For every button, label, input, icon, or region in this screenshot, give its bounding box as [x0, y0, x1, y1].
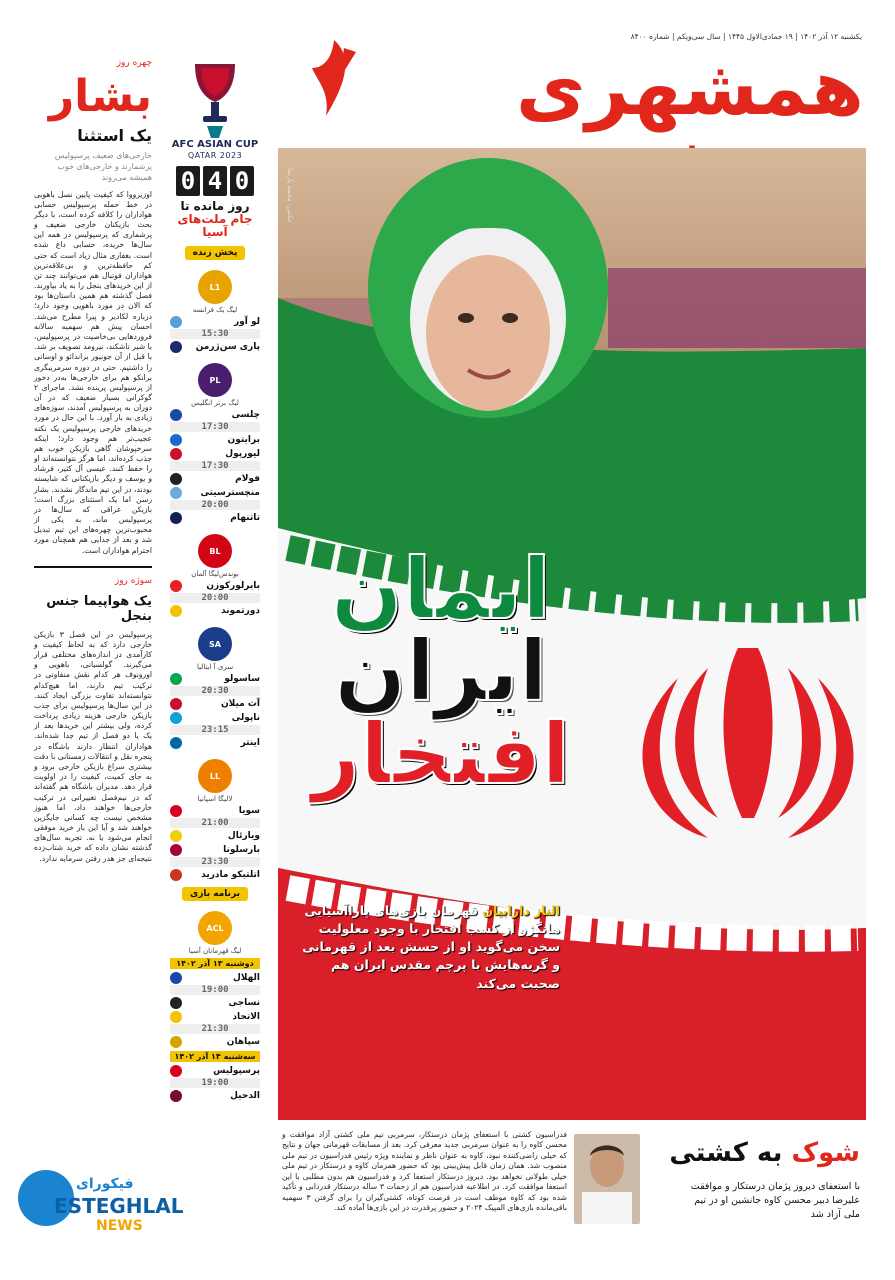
bottom-story-subtitle: با استعفای دیروز پژمان درستکار و موافقت علیرضا دبیر محسن کاوه جانشین او در تیم ملی آزاد شد: [690, 1181, 860, 1220]
away-team: ویارئال: [227, 831, 260, 842]
match-row: [170, 972, 260, 984]
watermark-line-3: NEWS: [96, 1218, 143, 1234]
home-team: لو آور: [233, 317, 260, 328]
club-crest-icon: [170, 805, 182, 817]
watermark-line-1: فیکورای: [76, 1176, 134, 1192]
home-team: پرسپولیس: [213, 1066, 260, 1077]
match-time: 15:30: [170, 329, 260, 339]
match-time: 20:00: [170, 500, 260, 510]
away-team: الدحیل: [230, 1091, 260, 1102]
away-team: آث میلان: [220, 699, 260, 710]
league-logo-icon: LL: [198, 759, 232, 793]
live-broadcast-tag: پخش زنده: [185, 246, 246, 260]
match-row: [170, 316, 260, 328]
countdown: [170, 166, 260, 196]
match-row: [170, 830, 260, 842]
match-row: [170, 1065, 260, 1077]
club-crest-icon: [170, 844, 182, 856]
club-crest-icon: [170, 580, 182, 592]
club-crest-icon: [170, 605, 182, 617]
match-time: 21:30: [170, 1024, 260, 1034]
column-subheadline: یک استثنا: [77, 126, 152, 146]
match-row: [170, 341, 260, 353]
home-team: سویا: [238, 806, 260, 817]
away-team: فولام: [235, 474, 260, 485]
match-time: 19:00: [170, 1078, 260, 1088]
program-list: [170, 1065, 260, 1102]
bottom-story-title: [669, 1138, 860, 1168]
club-crest-icon: [170, 972, 182, 984]
column-body-2: پرسپولیس در این فصل ۳ بازیکن خارجی دارد که به لحاظ کیفیت و کارآمدی در اندازه‌های مختلفی قرار می‌گیرند. گولسیانی، باهویی و اورونوف هر کدام نقش متفاوتی در ترکیب تیم دارند، اما هیچ‌کدام نتوانسته‌اند تفاوت بزرگی ایجاد کنند. در این سال‌ها پرسپولیس برای جذب بازیکن خارجی هزینه زیادی پرداخت کرده، ولی بیشتر این خریدها بعد از یک یا دو فصل از تیم جدا شده‌اند. هواداران انتظار دارند باشگاه در پنجره نقل و انتقالات زمستانی با دقت بیشتری سراغ بازیکن خارجی برود و به جای کمیت، کیفیت را در اولویت قرار دهد. مدیران باشگاه هم گفته‌اند که در نیم‌فصل تغییراتی در ترکیب خارجی‌ها خواهند داد، اما هنوز مشخص نیست چه کسانی جایگزین خواهند شد و آیا این بار خرید موفقی انجام می‌شود یا نه. تجربه سال‌های گذشته نشان داده که خرید شتاب‌زده نتیجه‌ای جز هدر رفتن سرمایه ندارد.: [34, 629, 152, 863]
match-time: 23:15: [170, 725, 260, 735]
league-name: لالیگا اسپانیا: [197, 795, 233, 804]
club-crest-icon: [170, 473, 182, 485]
newspaper-logo: همشهری: [515, 43, 864, 132]
match-row: [170, 434, 260, 446]
schedule-list: [170, 270, 260, 881]
date-bar: دوشنبه ۱۳ آذر ۱۴۰۲: [170, 958, 260, 969]
league-logo-icon: SA: [198, 627, 232, 661]
club-crest-icon: [170, 1011, 182, 1023]
home-team: الهلال: [232, 973, 260, 984]
club-crest-icon: [170, 712, 182, 724]
club-crest-icon: [170, 512, 182, 524]
headline-line-2: ایران: [334, 622, 548, 721]
match-time: 19:00: [170, 985, 260, 995]
league-logo-icon: PL: [198, 363, 232, 397]
schedule-column: [170, 58, 260, 1188]
match-row: [170, 448, 260, 460]
away-team: سپاهان: [226, 1037, 260, 1048]
countdown-digit: 4: [203, 166, 227, 196]
club-crest-icon: [170, 487, 182, 499]
coach-photo: [574, 1134, 640, 1224]
days-left-target: جام ملت‌های آسیا: [177, 211, 253, 240]
asian-cup-trophy-icon: [185, 58, 245, 140]
match-time: 23:30: [170, 857, 260, 867]
match-row: [170, 844, 260, 856]
match-row: [170, 487, 260, 499]
league-logo-icon: L1: [198, 270, 232, 304]
match-time: 20:30: [170, 686, 260, 696]
match-time: 21:00: [170, 818, 260, 828]
club-crest-icon: [170, 341, 182, 353]
league-name: بوندس‌لیگا آلمان: [191, 570, 239, 579]
league-name: لیگ قهرمانان آسیا: [188, 947, 242, 956]
date-bar: سه‌شنبه ۱۴ آذر ۱۴۰۲: [170, 1051, 260, 1062]
program-list: [170, 972, 260, 1048]
match-time: 17:30: [170, 422, 260, 432]
away-team: پاری سن‌ژرمن: [195, 342, 260, 353]
league-name: لیگ یک فرانسه: [192, 306, 238, 315]
match-row: [170, 1036, 260, 1048]
match-time: 17:30: [170, 461, 260, 471]
days-left-label: روز مانده تا: [180, 198, 250, 213]
home-team: بارسلونا: [223, 845, 260, 856]
match-row: [170, 869, 260, 881]
headline-line-1: ایمان: [331, 540, 551, 638]
match-row: [170, 997, 260, 1009]
away-team: تاتنهام: [230, 513, 260, 524]
home-team: لیورپول: [225, 449, 260, 460]
home-team: چلسی: [231, 410, 260, 421]
match-row: [170, 473, 260, 485]
league-name: لیگ برتر انگلیس: [191, 399, 239, 408]
column-headline: بشار: [48, 71, 152, 122]
club-crest-icon: [170, 737, 182, 749]
match-row: [170, 712, 260, 724]
club-crest-icon: [170, 1090, 182, 1102]
bottom-story-body: فدراسیون کشتی با استعفای پژمان درستکار، سرمربی تیم ملی کشتی آزاد موافقت و محسن کاوه را به عنوان سرمربی جدید معرفی کرد. بعد از مسابقات قهرمانی جهان و نتایج که خیلی راضی‌کننده نبود، کاوه به عنوان ناظر و نماینده ویژه رئیس فدراسیون در تیم ملی منصوب شد. همان زمان قابل پیش‌بینی بود که حضور همزمان کاوه و درستکار در تیم ملی خیلی طولانی نخواهد بود. دیروز درستکار استعفا کرد و فدراسیون هم بدون مطلبی با این استعفا موافقت کرد. در اطلاعیه فدراسیون هم از زحمات ۳ ساله درستکار قدردانی و تأکید شده بود که کاوه موظف است در فرصت کوتاه، کشتی‌گیران را برای گرفتن ۳ سهمیه باقی‌مانده بازی‌های المپیک ۲۰۲۴ و حضور پرقدرت در این بازی‌ها آماده کند.: [282, 1130, 567, 1213]
match-time: 20:00: [170, 593, 260, 603]
title-red-word: شوک: [791, 1138, 860, 1168]
match-row: [170, 673, 260, 685]
club-crest-icon: [170, 448, 182, 460]
countdown-digit: 0: [230, 166, 254, 196]
match-row: [170, 512, 260, 524]
title-rest: به کشتی: [669, 1138, 783, 1168]
match-row: [170, 805, 260, 817]
cup-title: AFC ASIAN CUP: [171, 139, 259, 150]
match-row: [170, 1011, 260, 1023]
club-crest-icon: [170, 316, 182, 328]
home-team: ناپولی: [231, 713, 260, 724]
programs-tag: برنامه بازی: [182, 887, 248, 901]
away-team: اینتر: [240, 738, 260, 749]
cover-headline: [296, 540, 586, 803]
watermark-line-2: ESTEGHLAL: [54, 1194, 184, 1218]
column-divider: [34, 566, 152, 568]
home-team: ساسولو: [224, 674, 260, 685]
club-crest-icon: [170, 673, 182, 685]
cover-deck: [300, 902, 560, 993]
match-row: [170, 698, 260, 710]
home-team: بایرلورکوزن: [206, 581, 260, 592]
column-subheadline-2: یک هواپیما جنس بنجل: [46, 593, 152, 624]
home-team: منچسترسیتی: [200, 488, 260, 499]
away-team: اتلتیکو مادرید: [201, 870, 260, 881]
photo-credit: عکس: محمد پارسا: [286, 168, 294, 224]
deck-text: قهرمان بازی‌های پاراآسیایی هانگژو از کسب افتخار با وجود معلولیت سخن می‌گوید او از حسش بعد از قهرمانی و گریه‌هایش با پرچم مقدس ایران هم صحبت می‌کند: [302, 903, 560, 991]
club-crest-icon: [170, 997, 182, 1009]
headline-line-3: افتخار: [311, 704, 571, 803]
match-row: [170, 1090, 260, 1102]
club-crest-icon: [170, 1036, 182, 1048]
right-column: [34, 58, 152, 1268]
league-logo-icon: BL: [198, 534, 232, 568]
away-team: دورتموند: [220, 606, 260, 617]
away-team: برایتون: [227, 435, 260, 446]
match-row: [170, 409, 260, 421]
away-team: نساجی: [228, 998, 260, 1009]
club-crest-icon: [170, 1065, 182, 1077]
match-row: [170, 605, 260, 617]
club-crest-icon: [170, 830, 182, 842]
deck-highlight: الناز دارابیان: [482, 903, 560, 918]
afc-champions-league-icon: ACL: [198, 911, 232, 945]
club-crest-icon: [170, 698, 182, 710]
kicker-tag: چهره روز: [116, 58, 152, 68]
home-team: الاتحاد: [232, 1012, 260, 1023]
match-row: [170, 737, 260, 749]
club-crest-icon: [170, 409, 182, 421]
issue-line: یکشنبه ۱۲ آذر ۱۴۰۲ | ۱۹ جمادی‌الاول ۱۴۴۵ | سال سی‌ویکم | شماره ۸۴۰۰: [630, 32, 862, 41]
column-body: اوزیرووا که کیفیت پایین نسل باهویی در خط حمله پرسپولیس حسابی هواداران را کلافه کرده است، با دیگر بحث بازیکنان خارجی ضعیف و پرشماری که پرسپولیس در همه این سال‌ها خریده، حسابی داغ شده است. بغفاری مثال زیاد است که حتی کم حافظه‌ترین و بی‌علاقه‌ترین هواداران فوتبال هم می‌توانند چند تن از این خریدهای بنجل را به یاد بیاورند. فصل گذشته هم همین داستان‌ها بود که الان در مورد باهویی وجود دارد؛ درباره لکادیر و پیرا مطرح می‌شد. احسان پیش هم سهمیه سالانه فروردها‌یی بی‌خاصیت در پرسپولیس، با شیر تاشکند، نیرومد تصویف بر شد. با قبل از آن جونیور براندائو و اوسانی را داشتیم. حتی در دوره سرمربیگری برانکو هم برای خارجی‌ها به‌در دخور از پرسپولیس پرینده نشد. ماجرای ۲ گوکرانی بسیار ضعیف که در آن دوران به پرسپولیس آمدند، سوزه‌های زیادی به بار آورد. با این حال در مورد خریدهای خارجی پرسپولیس یک نکته عجیب‌تر هم وجود دارد؛ اینکه سرخپوشان گاهی بازیکن خوب هم جذب کرده‌اند، اما هرگز نتوانسته‌اند او را حفظ کنند. عیسی آل کثیر، فرشاد و یوسف و دیگر بازیکنانی که شایسته بودند، در این تیم ماندگار نشدند. بشار رسن اما یک استثنای بزرگ است؛ بازیکن عراقی که سال‌ها در پرسپولیس ماند، به یکی از محبوب‌ترین چهره‌های این تیم تبدیل شد و بعد از جدایی هم همچنان مورد احترام هواداران است.: [34, 189, 152, 555]
club-crest-icon: [170, 434, 182, 446]
club-crest-icon: [170, 869, 182, 881]
bottom-story: [570, 1128, 870, 1224]
site-watermark: [6, 1148, 184, 1258]
countdown-digit: 0: [176, 166, 200, 196]
column-lede: خارجی‌های ضعیف پرسپولیس پرشمارند و خارجی‌های خوب همیشه می‌روند: [54, 151, 152, 182]
match-row: [170, 580, 260, 592]
cup-subtitle: QATAR 2023: [187, 150, 243, 160]
kicker-tag-2: سوژه روز: [114, 575, 152, 586]
masthead: [270, 30, 870, 142]
league-name: سری آ ایتالیا: [196, 663, 234, 672]
